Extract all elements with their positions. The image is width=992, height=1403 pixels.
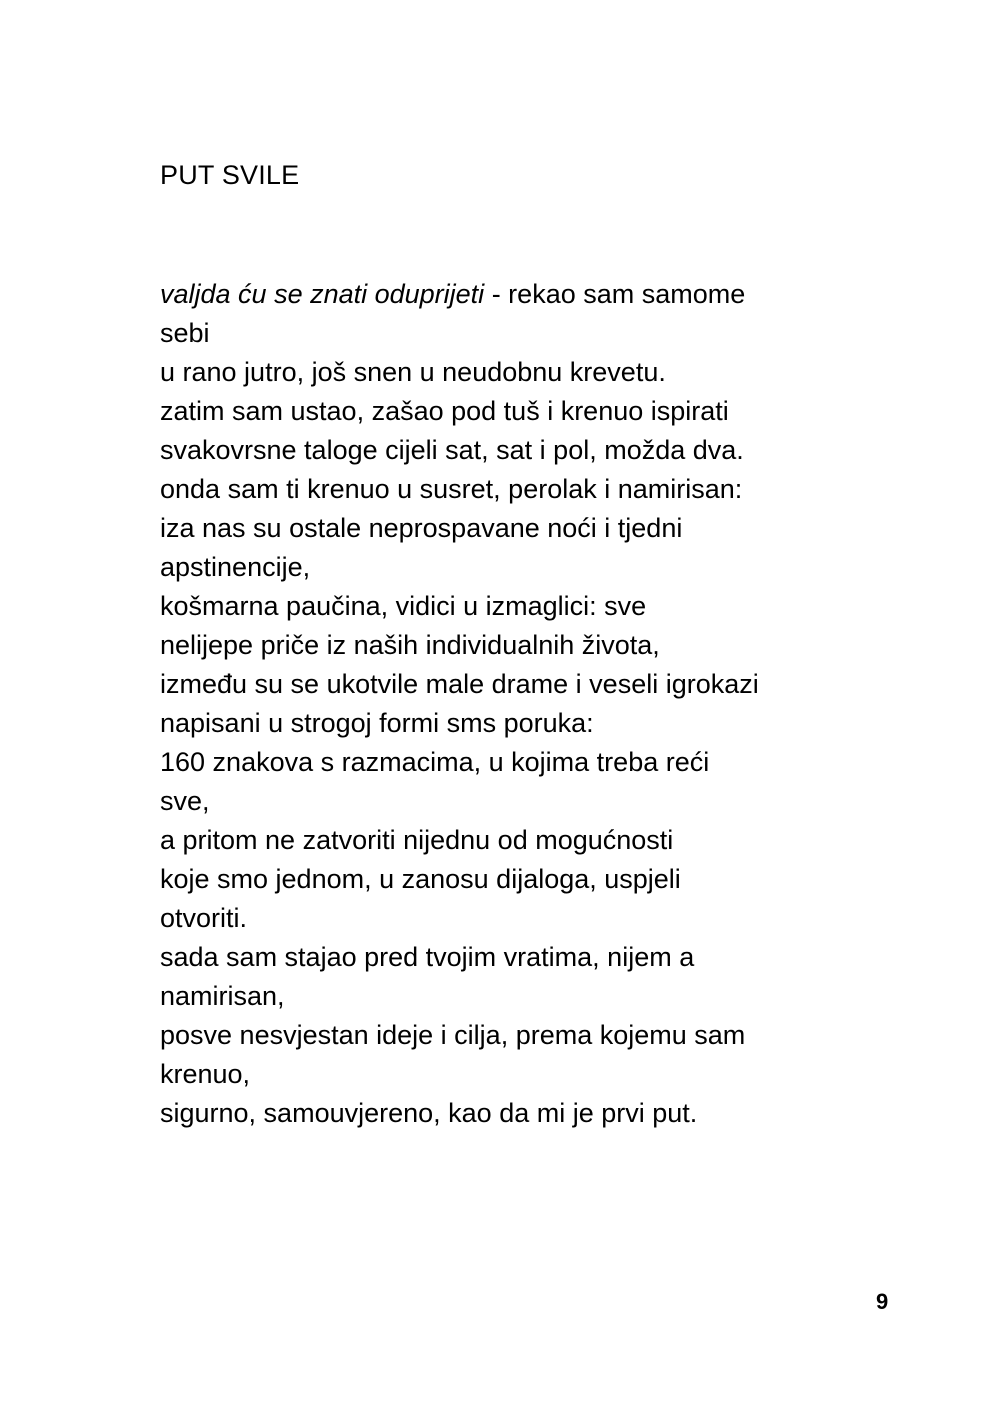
poem-line: zatim sam ustao, zašao pod tuš i krenuo ispirati bbox=[160, 396, 729, 426]
poem-line-continuation: - rekao sam samome bbox=[484, 279, 746, 309]
poem-title: PUT SVILE bbox=[160, 160, 300, 190]
poem-line: krenuo, bbox=[160, 1059, 251, 1089]
poem-line: nelijepe priče iz naših individualnih života, bbox=[160, 630, 660, 660]
poem-line: sebi bbox=[160, 318, 210, 348]
poem-line: između su se ukotvile male drame i veseli igrokazi bbox=[160, 669, 759, 699]
poem-line: košmarna paučina, vidici u izmaglici: sve bbox=[160, 591, 647, 621]
poem-line-italic-phrase: valjda ću se znati oduprijeti bbox=[160, 279, 485, 309]
poem-line: sve, bbox=[160, 786, 210, 816]
poem-line: namirisan, bbox=[160, 981, 285, 1011]
poem-line: otvoriti. bbox=[160, 903, 248, 933]
page-number: 9 bbox=[876, 1289, 889, 1314]
poem-line: svakovrsne taloge cijeli sat, sat i pol, možda dva. bbox=[160, 435, 744, 465]
poem-body bbox=[160, 275, 860, 1133]
poem-line: a pritom ne zatvoriti nijednu od mogućnosti bbox=[160, 825, 674, 855]
poem-line: iza nas su ostale neprospavane noći i tjedni bbox=[160, 513, 683, 543]
poem-line: koje smo jednom, u zanosu dijaloga, uspjeli bbox=[160, 864, 681, 894]
poem-line: posve nesvjestan ideje i cilja, prema kojemu sam bbox=[160, 1020, 746, 1050]
poem-line: onda sam ti krenuo u susret, perolak i namirisan: bbox=[160, 474, 743, 504]
poem-line: u rano jutro, još snen u neudobnu krevetu. bbox=[160, 357, 666, 387]
poem-line: sada sam stajao pred tvojim vratima, nijem a bbox=[160, 942, 695, 972]
poem-line: 160 znakova s razmacima, u kojima treba reći bbox=[160, 747, 710, 777]
poem-line bbox=[160, 275, 860, 314]
poem-line: apstinencije, bbox=[160, 552, 311, 582]
poem-line: sigurno, samouvjereno, kao da mi je prvi put. bbox=[160, 1098, 698, 1128]
poem-line: napisani u strogoj formi sms poruka: bbox=[160, 708, 594, 738]
